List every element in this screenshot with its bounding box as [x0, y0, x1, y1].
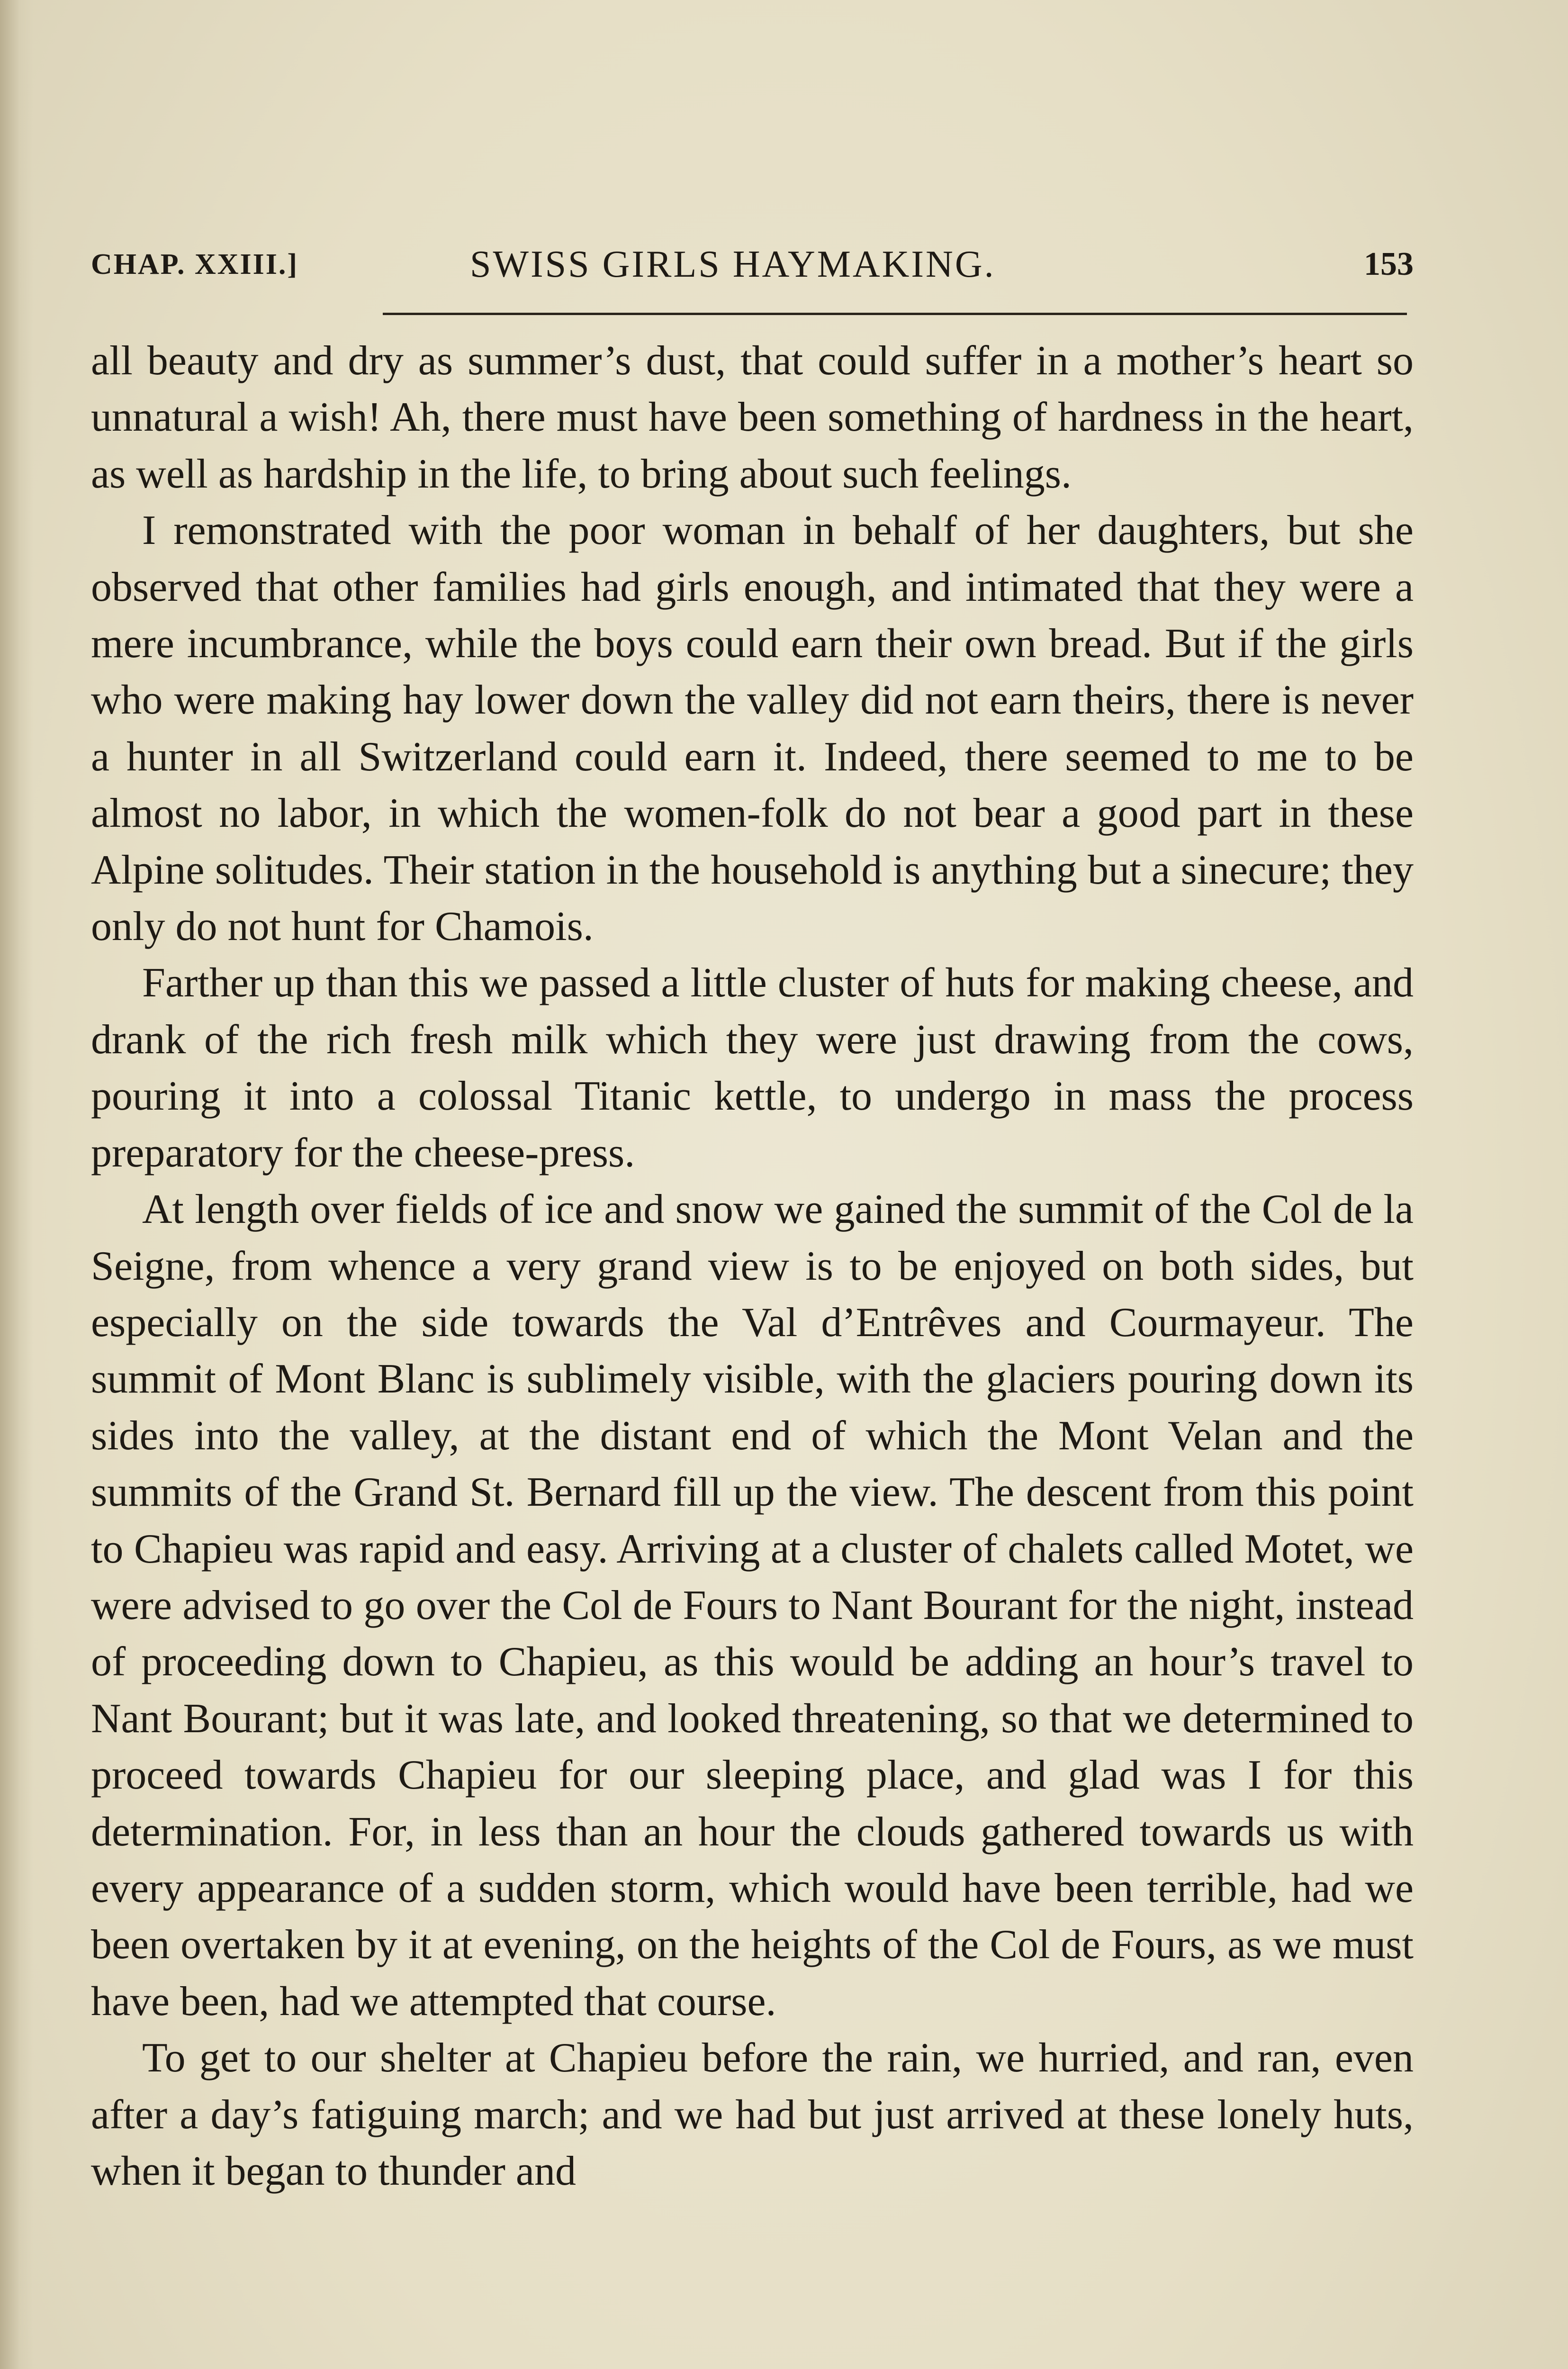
paragraph: Farther up than this we passed a little cluster of huts for making cheese, and drank of the rich fresh milk which they were just drawing from the cows, pouring it into a colossal Titanic kettle, to undergo in mass the process preparatory for the cheese-press. — [91, 960, 1414, 1176]
paragraph: At length over fields of ice and snow we gained the summit of the Col de la Seigne, from whence a very grand view is to be enjoyed on both sides, but especially on the side towards the Val d’Entrêves and Courmayeur. The summit of Mont Blanc is sublimely visible, with the glaciers pouring down its sides into the valley, at the distant end of which the Mont Velan and the summits of the Grand St. Bernard fill up the view. The descent from this point to Chapieu was rapid and easy. Arriving at a cluster of chalets called Motet, we were advised to go over the Col de Fours to Nant Bourant for the night, instead of proceeding down to Chapieu, as this would be adding an hour’s travel to Nant Bourant; but it was late, and looked threatening, so that we determined to proceed towards Chapieu for our sleeping place, and glad was I for this determination. For, in less than an hour the clouds gathered towards us with every appearance of a sudden storm, which would have been terrible, had we been overtaken by it at evening, on the heights of the Col de Fours, as we must have been, had we attempted that course. — [91, 1186, 1414, 2025]
paragraph: all beauty and dry as summer’s dust, that could suffer in a mother’s heart so unnatural a wish! Ah, there must have been something of hardness in the heart, as well as hardship in the life, to bring about such feelings. — [91, 338, 1414, 497]
chapter-reference: CHAP. XXIII.] — [91, 248, 299, 280]
paragraph: I remonstrated with the poor woman in behalf of her daughters, but she observed that other families had girls enough, and intimated that they were a mere incumbrance, while the boys could earn their own bread. But if the girls who were making hay lower down the valley did not earn theirs, there is never a hunter in all Switzerland could earn it. Indeed, there seemed to me to be almost no labor, in which the women-folk do not bear a good part in these Alpine solitudes. Their station in the household is anything but a sinecure; they only do not hunt for Chamois. — [91, 507, 1414, 950]
running-title: SWISS GIRLS HAYMAKING. — [470, 244, 996, 285]
running-head — [91, 241, 1414, 288]
page-number: 153 — [1364, 246, 1414, 282]
page-gutter-shadow — [0, 0, 33, 2369]
body-text — [91, 333, 1414, 2199]
paragraph: To get to our shelter at Chapieu before the rain, we hurried, and ran, even after a day’s fatiguing march; and we had but just arrived at these lonely huts, when it began to thunder and — [91, 2035, 1414, 2194]
header-rule — [383, 313, 1407, 315]
